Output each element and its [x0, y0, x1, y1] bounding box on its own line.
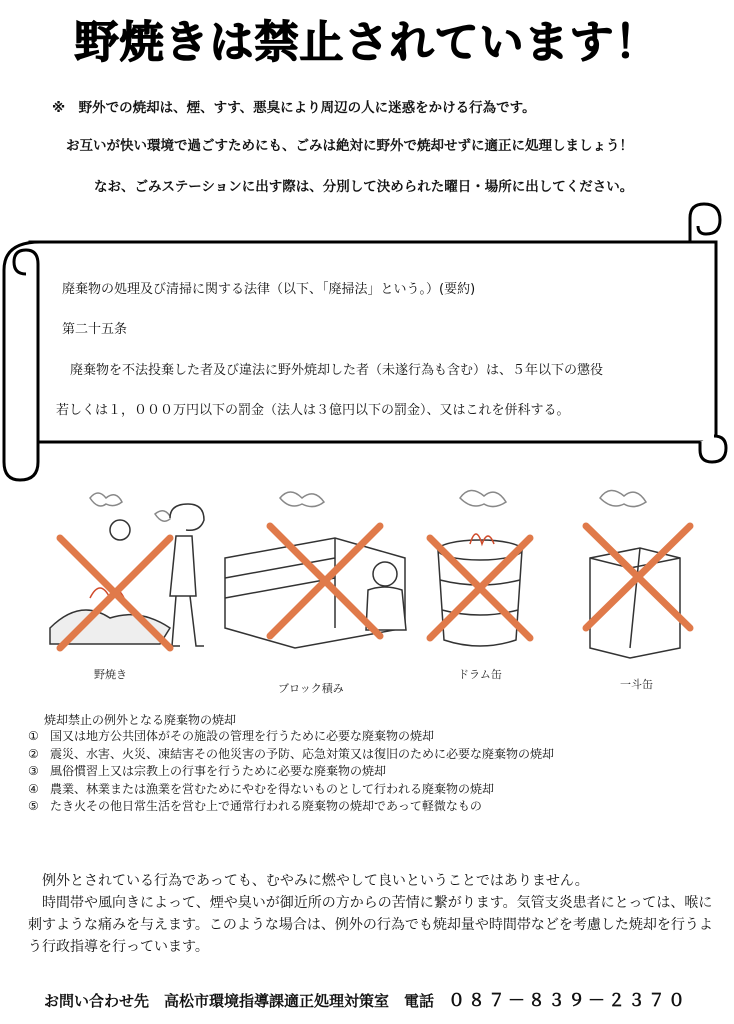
exception-item — [28, 781, 554, 799]
exception-text: たき火その他日常生活を営む上で通常行われる廃棄物の焼却であって軽微なもの — [50, 799, 482, 814]
exception-text: 農業、林業または漁業を営むためにやむを得ないものとして行われる廃棄物の焼却 — [50, 781, 495, 796]
law-body-line-1: 廃棄物を不法投棄した者及び違法に野外焼却した者（未遂行為も含む）は、５年以下の懲役 — [70, 363, 604, 378]
exceptions-title: 焼却禁止の例外となる廃棄物の焼却 — [44, 713, 237, 727]
intro-line-1: ※ 野外での焼却は、煙、すす、悪臭により周辺の人に迷惑をかける行為です。 — [52, 100, 536, 116]
exception-text: 震災、水害、火災、凍結害その他災害の予防、応急対策又は復旧のために必要な廃棄物の焼却 — [50, 746, 555, 761]
exception-number: ③ — [28, 764, 39, 779]
exception-item — [28, 746, 554, 764]
exception-text: 風俗慣習上又は宗教上の行事を行うために必要な廃棄物の焼却 — [50, 764, 387, 779]
caption-square-can: 一斗缶 — [620, 678, 653, 691]
caption-block-burning: ブロック積み — [278, 682, 344, 695]
contact-phone: ０８７－８３９－２３７０ — [448, 991, 689, 1011]
exception-item — [28, 763, 554, 781]
note-paragraph-2: 時間帯や風向きによって、煙や臭いが御近所の方からの苦情に繋がります。気管支炎患者にとっては、喉に刺すような痛みを与えます。このような場合は、例外の行為でも焼却量や時間帯などを考慮した焼却を行うよう行政指導を行っています。 — [28, 895, 713, 955]
drum-can-illustration — [438, 490, 522, 646]
intro-line-2: お互いが快い環境で過ごすためにも、ごみは絶対に野外で焼却せずに適正に処理しましょう！ — [66, 138, 633, 154]
scroll-banner — [0, 200, 734, 490]
exception-number: ⑤ — [28, 799, 39, 814]
intro-line-3: なお、ごみステーションに出す際は、分別して決められた曜日・場所に出してください。 — [94, 179, 634, 195]
caption-open-burning: 野焼き — [94, 668, 127, 681]
illustrations — [30, 478, 710, 678]
contact-line — [44, 986, 688, 1011]
open-burning-illustration — [50, 493, 204, 646]
exception-item — [28, 728, 554, 746]
exception-text: 国又は地方公共団体がその施設の管理を行うために必要な廃棄物の焼却 — [50, 729, 435, 743]
exceptions-list — [28, 728, 554, 816]
law-article: 第二十五条 — [62, 322, 128, 337]
contact-label: お問い合わせ先 高松市環境指導課適正処理対策室 電話 — [44, 992, 435, 1010]
law-heading: 廃棄物の処理及び清掃に関する法律（以下、「廃掃法」という。）(要約) — [62, 282, 476, 297]
page-title: 野焼きは禁止されています！ — [74, 17, 660, 68]
exception-number: ① — [28, 729, 39, 743]
note-paragraph-1: 例外とされている行為であっても、むやみに燃やして良いということではありません。 — [42, 873, 589, 889]
caption-drum-can: ドラム缶 — [458, 668, 502, 681]
exception-item — [28, 798, 554, 816]
law-body-line-2: 若しくは１，０００万円以下の罰金（法人は３億円以下の罰金）、又はこれを併科する。 — [56, 403, 570, 418]
exception-number: ④ — [28, 781, 39, 796]
exception-number: ② — [28, 746, 39, 761]
